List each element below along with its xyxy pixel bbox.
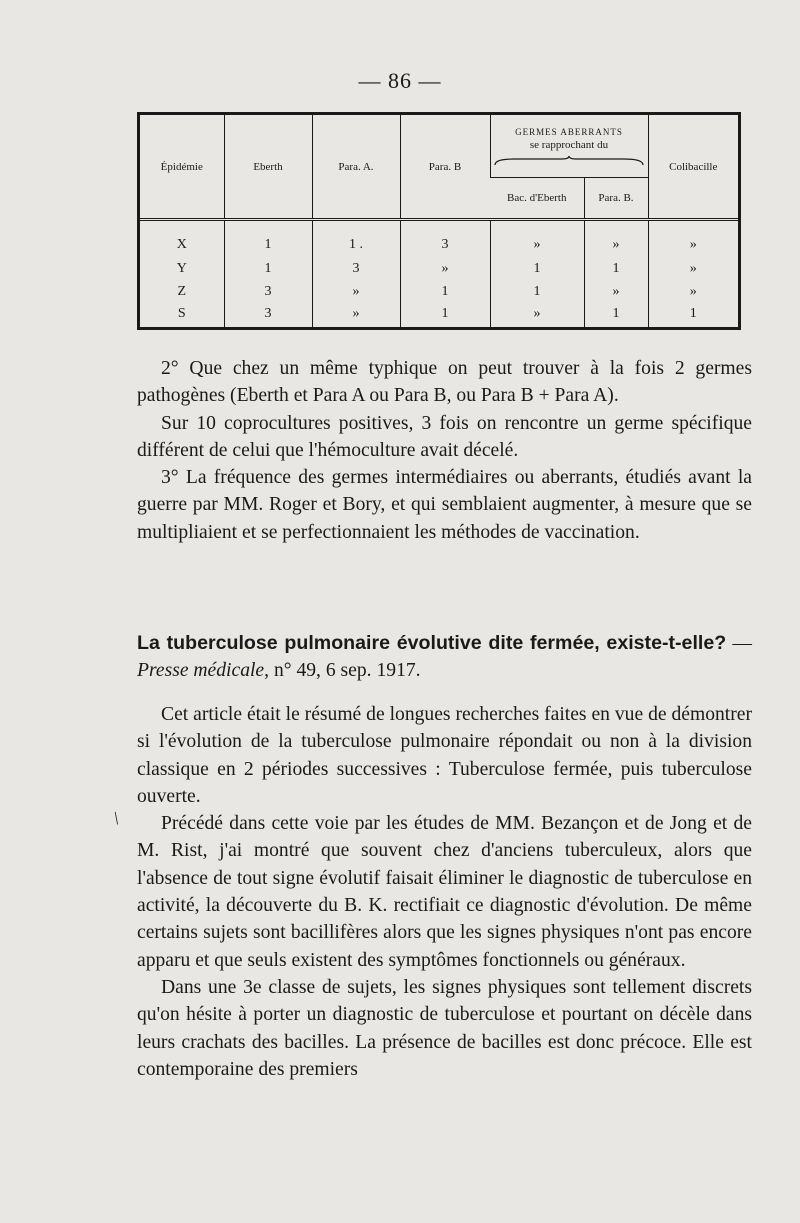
section-title: La tuberculose pulmonaire évolutive dite fermée, existe-t-elle?	[137, 632, 727, 654]
paragraph: Cet article était le résumé de longues recherches faites en vue de démontrer si l'évolution de la tuberculose pulmonaire répondait ou non à la division classique en 2 périodes successives : Tuberculose fermée, puis tuberculose ouverte.	[137, 704, 752, 807]
header-eberth: Eberth	[224, 115, 312, 220]
paragraph: Précédé dans cette voie par les études de MM. Bezançon et de Jong et de M. Rist, j'ai montré que souvent chez d'anciens tuberculeux, alors que l'absence de tout signe évolutif faisait éliminer le diagnostic de tuberculose en activité, la découverte du B. K. rectifiait ce diagnostic d'évolution. De même certains sujets sont bacillifères alors que les signes physiques n'ont pas encore apparu et que seuls existent des symptômes fonctionnels ou généraux.	[137, 813, 752, 971]
table-row	[140, 282, 738, 305]
brace-icon	[494, 156, 644, 166]
cell-colibacille: 1	[648, 304, 738, 327]
cell-bac-eberth: »	[490, 304, 584, 327]
page-number: — 86 —	[358, 68, 442, 93]
header-para-b: Para. B	[400, 115, 490, 220]
cell-para-b-sub: »	[584, 282, 648, 305]
cell-colibacille: »	[648, 259, 738, 282]
cell-para-b: »	[400, 259, 490, 282]
cell-epidemie: Y	[176, 261, 187, 277]
header-para-b-sub: Para. B.	[584, 178, 648, 220]
header-germes-aberrants	[490, 115, 648, 178]
table-row	[140, 220, 738, 260]
margin-mark: /	[109, 808, 124, 828]
section-journal: Presse médicale	[137, 660, 265, 681]
article-body	[137, 701, 752, 1083]
cell-para-a: »	[312, 282, 400, 305]
cell-para-b: 1	[400, 304, 490, 327]
cell-para-b: 1	[400, 282, 490, 305]
paragraph: 3° La fréquence des germes intermédiaires ou aberrants, étudiés avant la guerre par MM. Roger et Bory, et qui semblaient augmenter, à mesure que se multipliaient et se perfectionnaient les méthodes de vaccination.	[137, 467, 752, 543]
cell-epidemie: X	[140, 220, 224, 260]
cell-eberth: 1	[224, 220, 312, 260]
header-epidemie: Épidémie	[160, 160, 203, 173]
cell-para-b: 3	[400, 220, 490, 260]
cell-bac-eberth: »	[490, 220, 584, 260]
germes-line1: GERMES ABERRANTS	[515, 127, 623, 137]
header-bac-eberth: Bac. d'Eberth	[490, 178, 584, 220]
cell-para-b-sub: 1	[584, 304, 648, 327]
table-row	[140, 259, 738, 282]
cell-colibacille: »	[648, 220, 738, 260]
cell-eberth: 3	[224, 304, 312, 327]
cell-para-a: »	[312, 304, 400, 327]
paragraph: 2° Que chez un même typhique on peut trouver à la fois 2 germes pathogènes (Eberth et Para A ou Para B, ou Para B + Para A).	[137, 358, 752, 407]
cell-bac-eberth: 1	[490, 282, 584, 305]
cell-bac-eberth: 1	[490, 259, 584, 282]
germes-line2: se rapprochant du	[529, 139, 609, 151]
cell-epidemie: Z	[177, 283, 187, 299]
section-heading	[137, 630, 752, 684]
header-para-a: Para. A.	[312, 115, 400, 220]
germ-table	[137, 112, 741, 330]
results-text	[137, 355, 752, 546]
cell-colibacille: »	[648, 282, 738, 305]
section-citation: , n° 49, 6 sep. 1917.	[264, 660, 421, 681]
cell-para-b-sub: »	[584, 220, 648, 260]
paragraph: Sur 10 coprocultures positives, 3 fois on rencontre un germe spécifique différent de celui que l'hémoculture avait décelé.	[137, 412, 752, 461]
table-row	[140, 304, 738, 327]
cell-para-b-sub: 1	[584, 259, 648, 282]
cell-epidemie: S	[177, 306, 186, 322]
paragraph: Dans une 3e classe de sujets, les signes physiques sont tellement discrets qu'on hésite à porter un diagnostic de tuberculose et pourtant on décèle dans leurs crachats des bacilles. La présence de bacilles est donc précoce. Elle est contemporaine des premiers	[137, 976, 752, 1080]
cell-para-a: 3	[312, 259, 400, 282]
header-colibacille: Colibacille	[648, 115, 738, 220]
cell-eberth: 1	[224, 259, 312, 282]
cell-eberth: 3	[224, 282, 312, 305]
cell-para-a: 1 .	[312, 220, 400, 260]
section-dash: —	[726, 633, 753, 654]
